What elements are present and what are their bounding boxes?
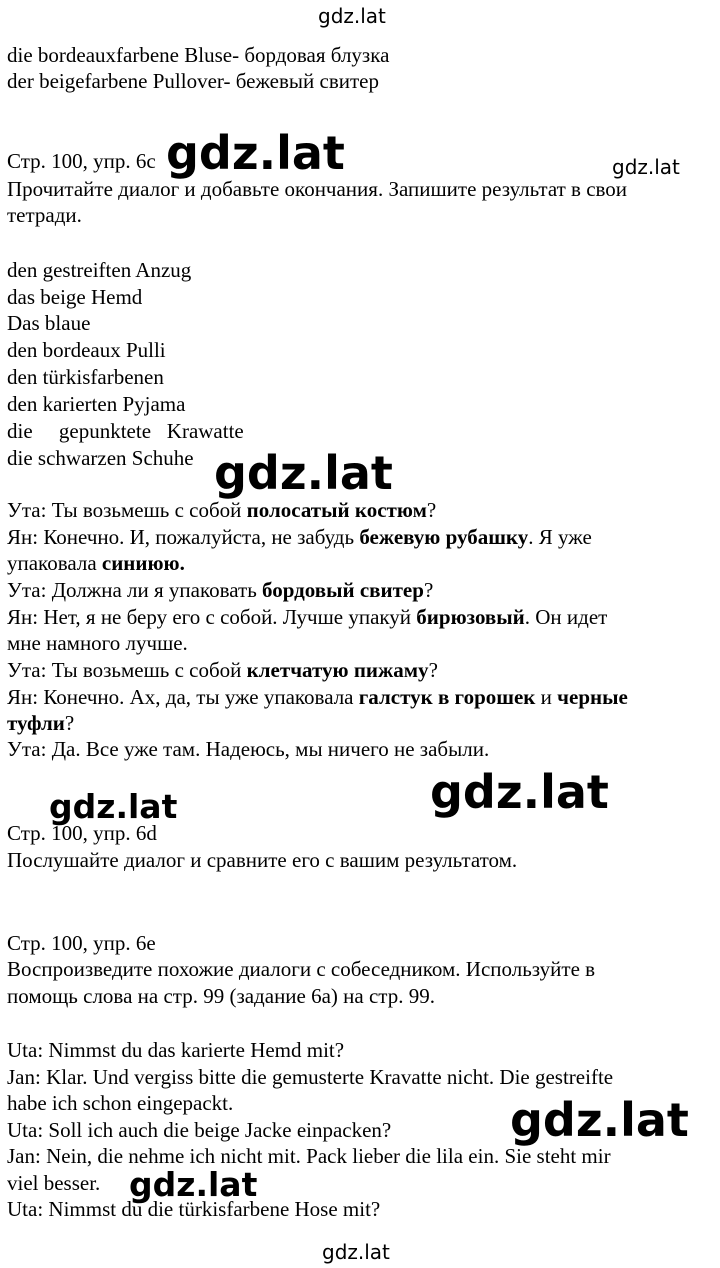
task-6d-heading: Стр. 100, упр. 6d	[7, 821, 157, 845]
watermark-mid-2: gdz.lat	[129, 1165, 258, 1204]
german-dialog-line: Uta: Nimmst du die türkisfarbene Hose mit?	[7, 1197, 381, 1221]
dialog-line-10: Ута: Да. Все уже там. Надеюсь, мы ничего не забыли.	[7, 737, 490, 761]
task-6c-instruction-2: тетради.	[7, 203, 82, 227]
german-dialog-line: Jan: Klar. Und vergiss bitte die gemusterte Kravatte nicht. Die gestreifte	[7, 1065, 614, 1089]
german-dialog-line: Uta: Soll ich auch die beige Jacke einpacken?	[7, 1118, 392, 1142]
watermark-large-3: gdz.lat	[430, 765, 609, 819]
dialog-line-4: Ута: Должна ли я упаковать бордовый свитер?	[7, 578, 434, 602]
task-6e-instruction-2: помощь слова на стр. 99 (задание 6а) на стр. 99.	[7, 984, 435, 1008]
task-6e-instruction-1: Воспроизведите похожие диалоги с собеседником. Используйте в	[7, 957, 596, 981]
watermark-large-4: gdz.lat	[510, 1093, 689, 1147]
german-dialog-line: viel besser.	[7, 1171, 101, 1195]
german-dialog-line: habe ich schon eingepackt.	[7, 1091, 234, 1115]
answer-line: den karierten Pyjama	[7, 392, 186, 416]
dialog-line-2: Ян: Конечно. И, пожалуйста, не забудь бежевую рубашку. Я уже	[7, 525, 592, 549]
task-6e-heading: Стр. 100, упр. 6е	[7, 931, 156, 955]
task-6c-heading: Стр. 100, упр. 6с	[7, 149, 156, 173]
dialog-line-8: Ян: Конечно. Ах, да, ты уже упаковала галстук в горошек и черные	[7, 685, 628, 709]
task-6d-instruction: Послушайте диалог и сравните его с вашим результатом.	[7, 848, 518, 872]
task-6c-instruction-1: Прочитайте диалог и добавьте окончания. Запишите результат в свои	[7, 177, 628, 201]
dialog-line-9: туфли?	[7, 711, 75, 735]
vocab-line-1: die bordeauxfarbene Bluse- бордовая блузка	[7, 43, 390, 67]
dialog-line-3: упаковала синиюю.	[7, 551, 185, 575]
german-dialog-line: Jan: Nein, die nehme ich nicht mit. Pack lieber die lila ein. Sie steht mir	[7, 1144, 611, 1168]
answer-line: das beige Hemd	[7, 285, 143, 309]
answer-line: die gepunktete Krawatte	[7, 419, 244, 443]
answer-line: Das blaue	[7, 311, 91, 335]
vocab-line-2: der beigefarbene Pullover- бежевый свитер	[7, 69, 379, 93]
watermark-large-2: gdz.lat	[214, 446, 393, 500]
watermark-mid-1: gdz.lat	[49, 787, 178, 826]
dialog-line-5: Ян: Нет, я не беру его с собой. Лучше упакуй бирюзовый. Он идет	[7, 605, 608, 629]
answer-line: den bordeaux Pulli	[7, 338, 166, 362]
german-dialog-line: Uta: Nimmst du das karierte Hemd mit?	[7, 1038, 345, 1062]
watermark-small-right: gdz.lat	[612, 155, 680, 179]
dialog-line-1: Ута: Ты возьмешь с собой полосатый костюм?	[7, 498, 437, 522]
watermark-bottom: gdz.lat	[322, 1240, 390, 1264]
watermark-large-1: gdz.lat	[166, 126, 345, 180]
watermark-top: gdz.lat	[318, 4, 386, 28]
answer-line: die schwarzen Schuhe	[7, 446, 194, 470]
dialog-line-7: Ута: Ты возьмешь с собой клетчатую пижаму?	[7, 658, 438, 682]
answer-line: den gestreiften Anzug	[7, 258, 192, 282]
dialog-line-6: мне намного лучше.	[7, 631, 188, 655]
answer-line: den türkisfarbenen	[7, 365, 164, 389]
